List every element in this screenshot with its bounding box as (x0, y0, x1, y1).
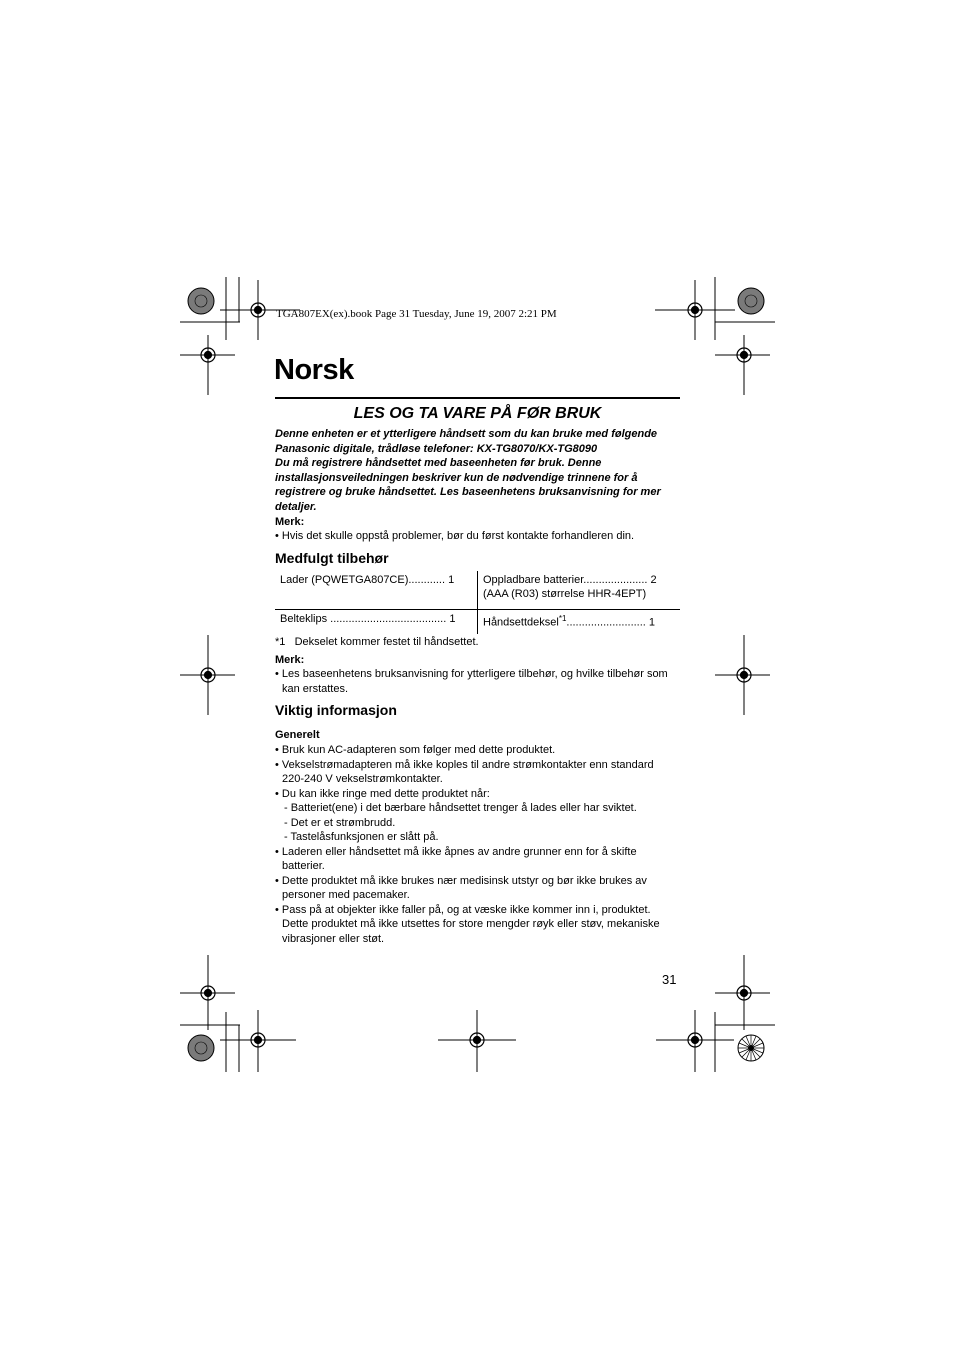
item-dots: .......................... (566, 616, 646, 629)
item-detail: (AAA (R03) størrelse HHR-4EPT) (483, 588, 647, 600)
table-row (275, 610, 680, 634)
footnote-ref: *1 (558, 614, 567, 623)
table-cell (275, 571, 478, 610)
footnote: *1 Dekselet kommer festet til håndsettet. (275, 636, 479, 648)
general-label: Generelt (275, 729, 320, 741)
table-cell (478, 610, 681, 634)
list-item: • Vekselstrømadapteren må ikke koples til andre strømkontakter enn standard (275, 758, 654, 771)
list-item: personer med pacemaker. (282, 889, 410, 901)
list-item: • Pass på at objekter ikke faller på, og at væske ikke kommer inn i, produktet. (275, 903, 651, 916)
page-number: 31 (662, 972, 677, 987)
item-name: Håndsettdeksel (483, 616, 559, 629)
note-label: Merk: (275, 516, 305, 528)
list-item: 220-240 V vekselstrømkontakter. (282, 773, 443, 785)
list-item: • Laderen eller håndsettet må ikke åpnes av andre grunner enn for å skifte (275, 845, 637, 858)
list-item: batterier. (282, 860, 325, 872)
title-divider (275, 397, 680, 399)
important-heading: Viktig informasjon (275, 702, 397, 718)
intro-line: registrere og bruke håndsettet. Les baseenhetens bruksanvisning for mer (275, 486, 661, 498)
list-item: - Det er et strømbrudd. (284, 816, 396, 829)
table-cell (478, 571, 681, 610)
item-qty: 1 (648, 616, 656, 629)
list-item: - Tastelåsfunksjonen er slått på. (284, 831, 439, 843)
list-item: Dette produktet må ikke utsettes for store mengder røyk eller støv, mekaniske (282, 918, 660, 930)
item-dots: ...................................... (330, 613, 447, 625)
note-label: Merk: (275, 654, 305, 666)
item-name: Belteklips (280, 613, 328, 625)
intro-text (275, 427, 683, 514)
item-dots: ............ (408, 574, 446, 586)
item-qty: 2 (650, 574, 657, 586)
page-title: Norsk (274, 354, 354, 386)
accessories-table (275, 571, 680, 634)
intro-line: Du må registrere håndsettet med baseenheten før bruk. Denne (275, 457, 602, 469)
note-text: • Hvis det skulle oppstå problemer, bør du først kontakte forhandleren din. (275, 530, 635, 542)
intro-line: installasjonsveiledningen beskriver kun de nødvendige trinnene for å (275, 471, 638, 484)
list-item: vibrasjoner eller støt. (282, 932, 385, 945)
item-name: Oppladbare batterier (483, 574, 584, 586)
section-subtitle: LES OG TA VARE PÅ FØR BRUK (353, 405, 602, 422)
print-header-line: TGA807EX(ex).book Page 31 Tuesday, June 19, 2007 2:21 PM (276, 308, 557, 320)
table-row (275, 571, 680, 610)
note-line: kan erstattes. (282, 682, 349, 695)
list-item: • Bruk kun AC-adapteren som følger med dette produktet. (275, 744, 556, 756)
note-line: • Les baseenhetens bruksanvisning for ytterligere tilbehør, og hvilke tilbehør som (275, 668, 668, 680)
intro-line: Panasonic digitale, trådløse telefoner: KX-TG8070/KX-TG8090 (275, 442, 598, 455)
intro-line: detaljer. (275, 500, 317, 513)
intro-line: Denne enheten er et ytterligere håndsett som du kan bruke med følgende (275, 428, 658, 440)
list-item: • Dette produktet må ikke brukes nær medisinsk utstyr og bør ikke brukes av (275, 874, 647, 887)
list-item: - Batteriet(ene) i det bærbare håndsettet trenger å lades eller har sviktet. (284, 802, 637, 814)
list-item: • Du kan ikke ringe med dette produktet når: (275, 787, 490, 800)
item-name: Lader (PQWETGA807CE) (280, 574, 409, 586)
item-qty: 1 (448, 574, 455, 586)
important-list (275, 743, 687, 946)
item-qty: 1 (449, 613, 456, 625)
note-text (275, 667, 687, 696)
accessories-heading: Medfulgt tilbehør (275, 550, 389, 566)
table-cell (275, 610, 478, 634)
item-dots: ..................... (583, 574, 648, 586)
